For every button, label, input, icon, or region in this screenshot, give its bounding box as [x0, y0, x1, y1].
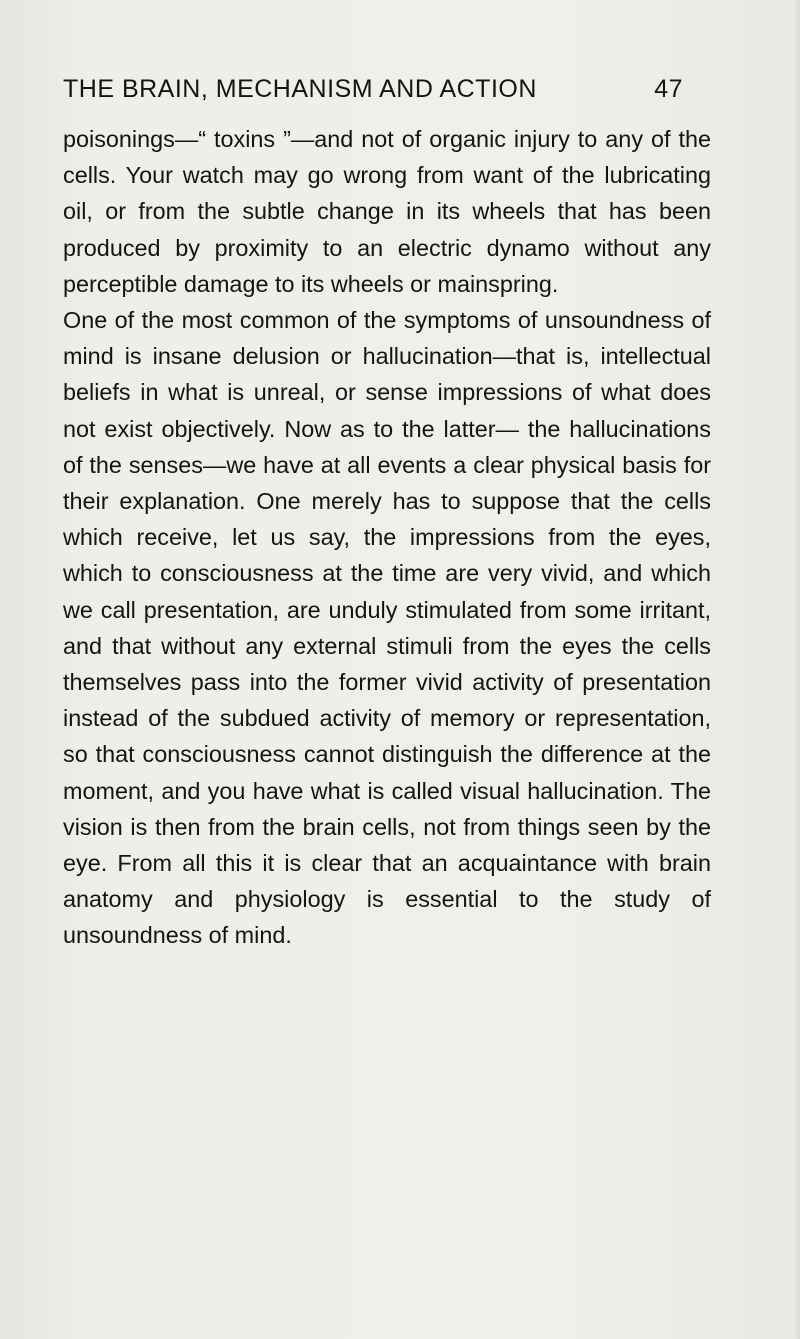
paragraph-continued: poisonings—“ toxins ”—and not of organic injury to any of the cells. Your watch may go wrong from want of the lubricating oil, or from the subtle change in its wheels that has been produced by proximity to an electric dynamo without any perceptible damage to its wheels or mainspring. — [63, 126, 711, 297]
page-edge-shadow — [794, 0, 800, 1339]
body-text — [63, 121, 711, 954]
running-head-title: THE BRAIN, MECHANISM AND ACTION — [63, 75, 537, 103]
page-number: 47 — [654, 75, 683, 103]
running-head — [63, 72, 683, 106]
paragraph: One of the most common of the symptoms of unsoundness of mind is insane delusion or hallucination—that is, intellectual beliefs in what is unreal, or sense impressions of what does not exist objectively. Now as to the latter— the hallucinations of the senses—we have at all events a clear physical basis for their explanation. One merely has to suppose that the cells which receive, let us say, the impressions from the eyes, which to consciousness at the time are very vivid, and which we call presentation, are unduly stimulated from some irritant, and that without any external stimuli from the eyes the cells themselves pass into the former vivid activity of presentation instead of the subdued activity of memory or representation, so that consciousness cannot distinguish the difference at the moment, and you have what is called visual hallucination. The vision is then from the brain cells, not from things seen by the eye. From all this it is clear that an acquaintance with brain anatomy and physiology is essential to the study of unsoundness of mind. — [63, 307, 711, 949]
